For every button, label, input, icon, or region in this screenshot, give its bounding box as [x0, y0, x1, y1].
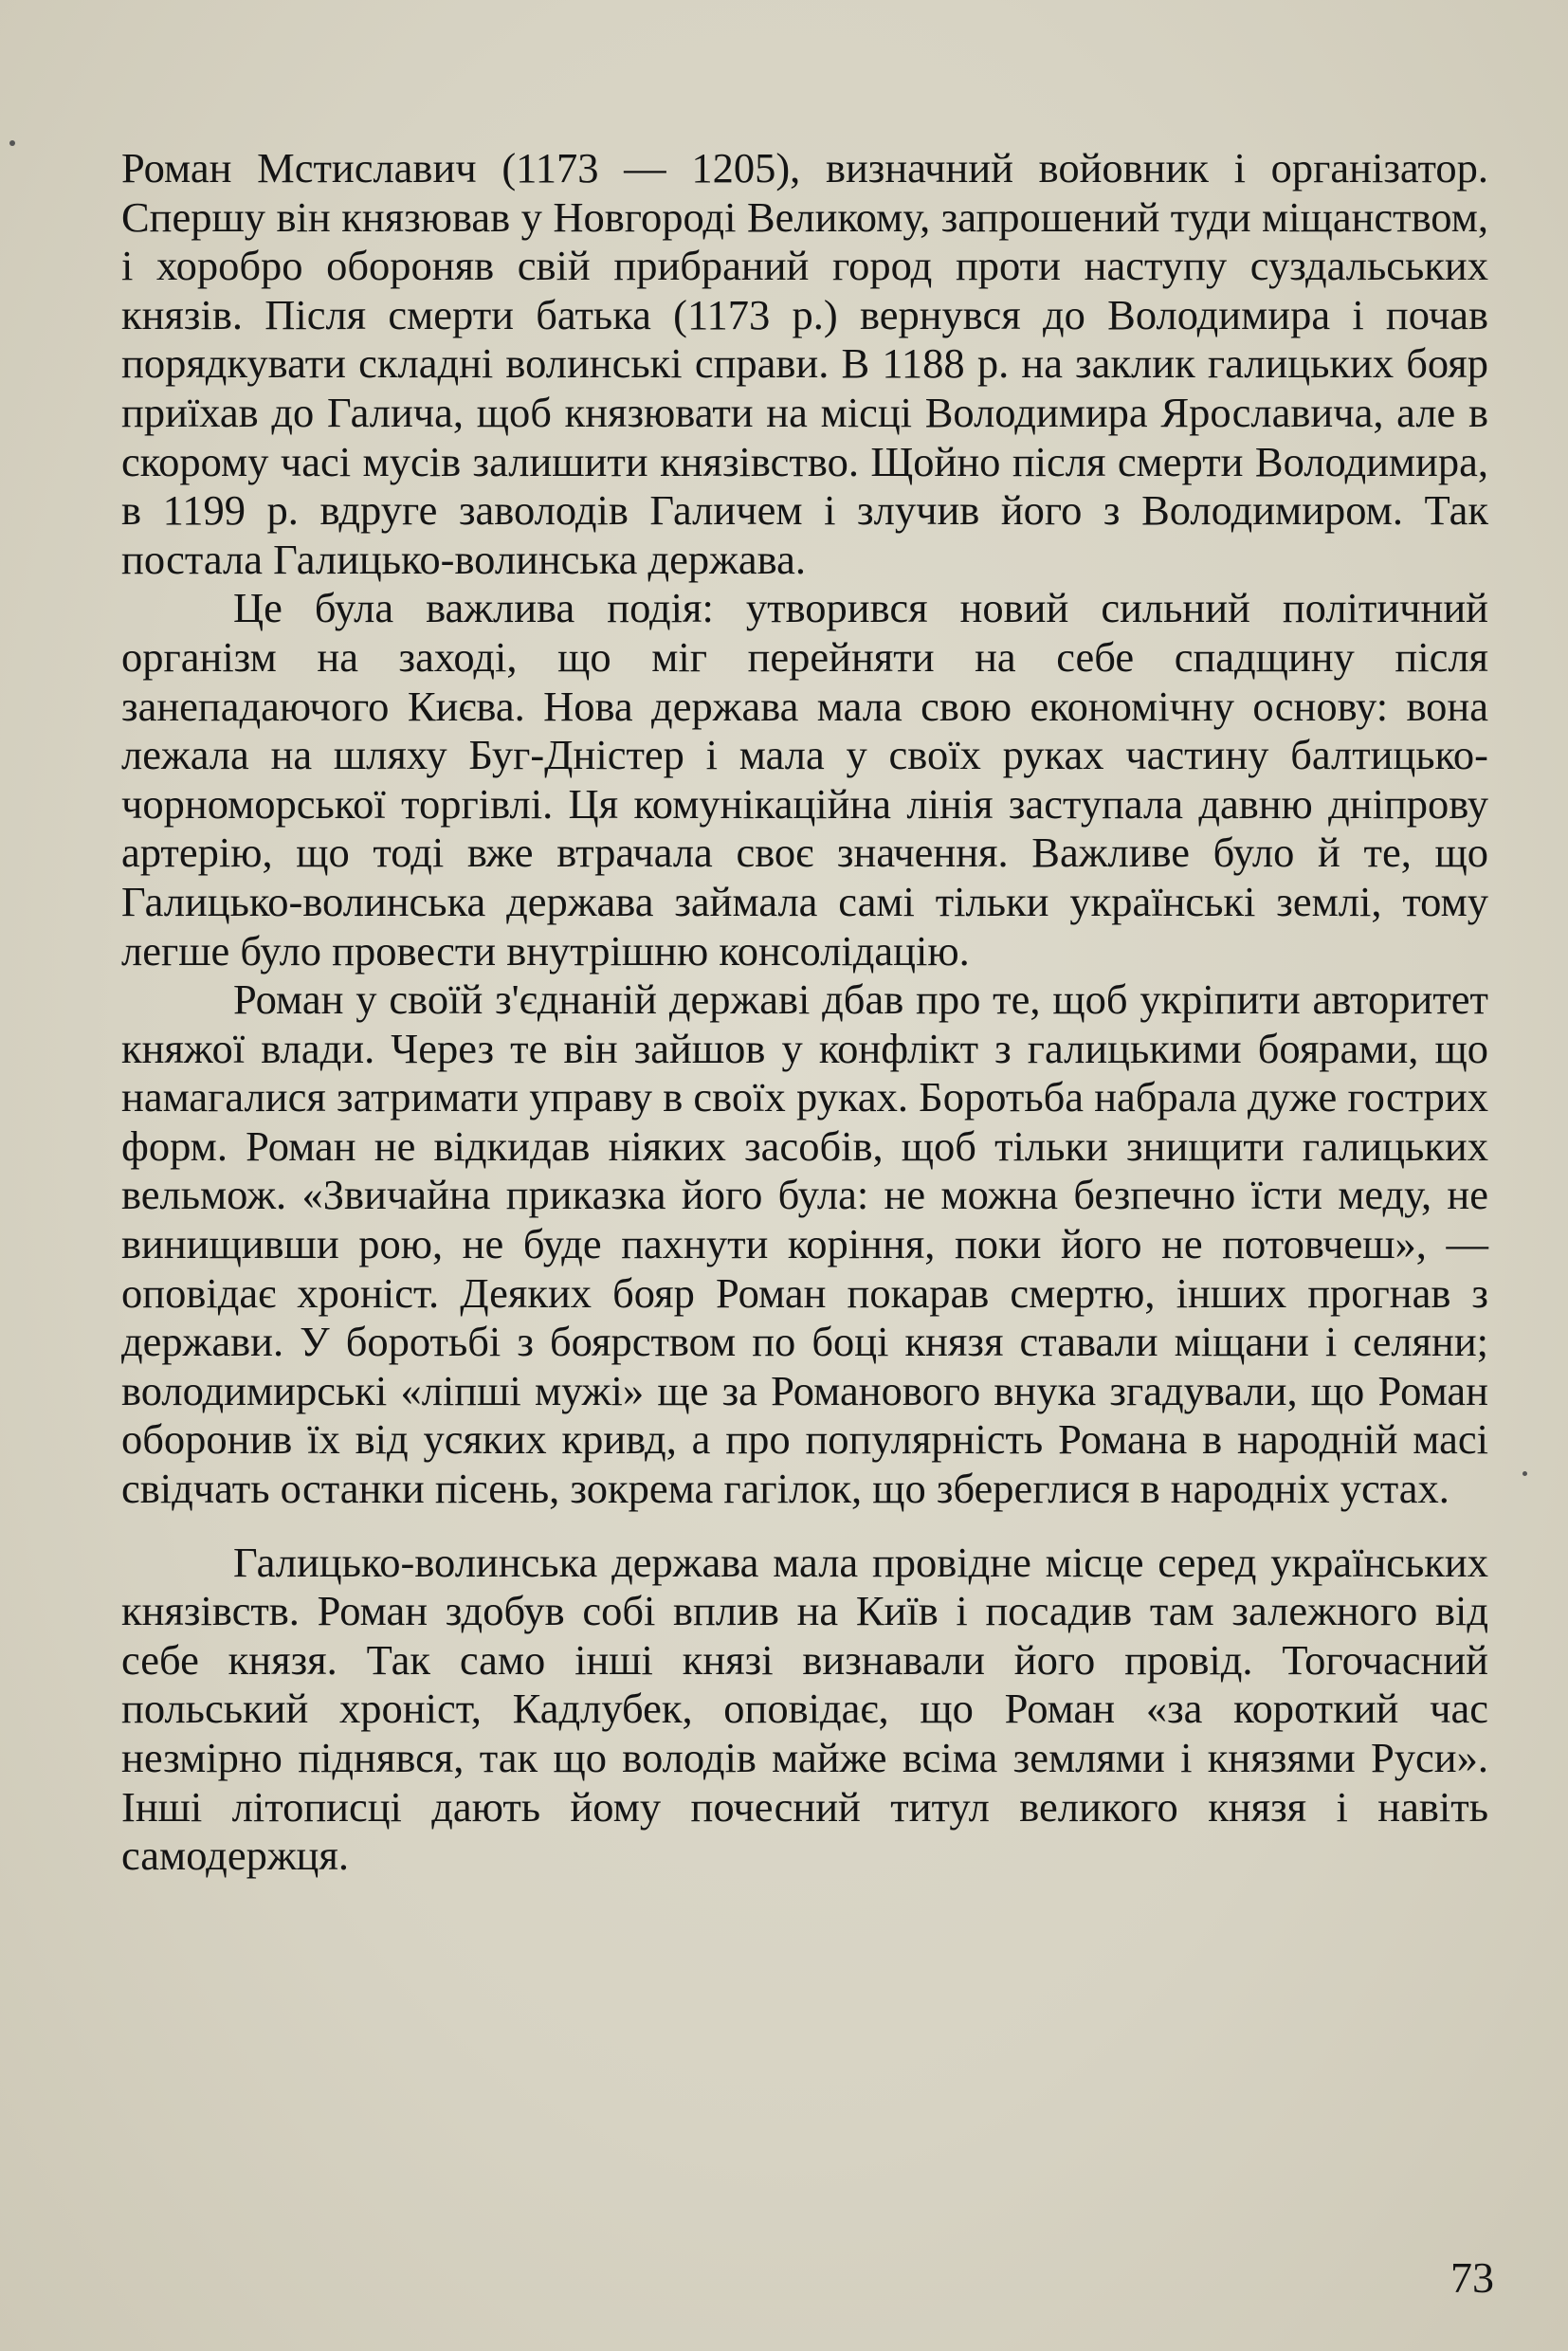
- print-speck: [9, 140, 15, 146]
- print-speck: [1522, 1471, 1527, 1476]
- paragraph-3: Роман у своїй з'єднаній державі дбав про те, щоб укріпити авторитет княжої влади. Через те він зайшов у конфлікт з галицькими боярами, що намагалися затримати управу в своїх руках. Боротьба набрала дуже гострих форм. Роман не відкидав ніяких засобів, щоб тільки знищити галицьких вельмож. «Звичайна приказка його була: не можна безпечно їсти меду, не винищивши рою, не буде пахнути коріння, поки його не потовчеш», — оповідає хроніст. Деяких бояр Роман покарав смертю, інших прогнав з держави. У боротьбі з боярством по боці князя ставали міщани і селяни; володимирські «ліпші мужі» ще за Романового внука згадували, що Роман оборонив їх від усяких кривд, а про популярність Романа в народній масі свідчать останки пісень, зокрема гагілок, що збереглися в народніх устах.: [121, 975, 1488, 1513]
- body-text: [121, 144, 1488, 1881]
- paragraph-2: Це була важлива подія: утворився новий сильний політичний організм на заході, що міг перейняти на себе спадщину після занепадаючого Києва. Нова держава мала свою економічну основу: вона лежала на шляху Буг-Дністер і мала у своїх руках частину балтицько-чорноморської торгівлі. Ця комунікаційна лінія заступала давню дніпрову артерію, що тоді вже втрачала своє значення. Важливе було й те, що Галицько-волинська держава займала самі тільки українські землі, тому легше було провести внутрішню консолідацію.: [121, 584, 1488, 975]
- paragraph-1: Роман Мстиславич (1173 — 1205), визначний войовник і організатор. Спершу він князював у Новгороді Великому, запрошений туди міщанством, і хоробро обороняв свій прибраний город проти наступу суздальських князів. Після смерти батька (1173 р.) вернувся до Володимира і почав порядкувати складні волинські справи. В 1188 р. на заклик галицьких бояр приїхав до Галича, щоб князювати на місці Володимира Ярославича, але в скорому часі мусів залишити князівство. Щойно після смерти Володимира, в 1199 р. вдруге заволодів Галичем і злучив його з Володимиром. Так постала Галицько-волинська держава.: [121, 144, 1488, 583]
- paragraph-4: Галицько-волинська держава мала провідне місце серед українських князівств. Роман здобув собі вплив на Київ і посадив там залежного від себе князя. Так само інші князі визнавали його провід. Тогочасний польський хроніст, Кадлубек, оповідає, що Роман «за короткий час незмірно піднявся, так що володів майже всіма землями і князями Руси». Інші літописці дають йому почесний титул великого князя і навіть самодержця.: [121, 1538, 1488, 1880]
- page-number: 73: [1450, 2253, 1494, 2302]
